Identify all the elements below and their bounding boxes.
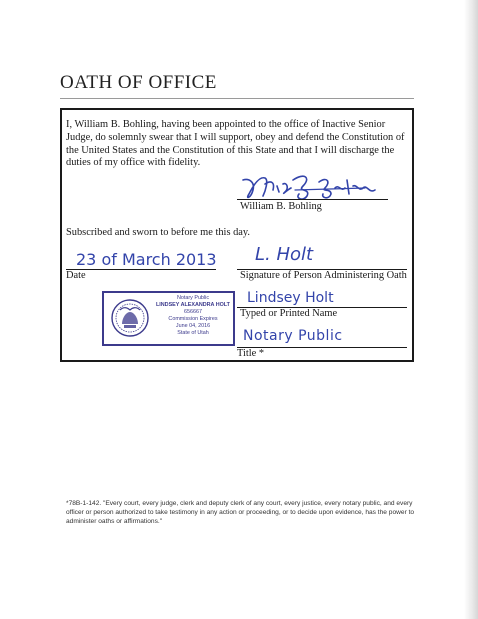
printed-name-handwritten: Lindsey Holt: [247, 290, 334, 306]
date-label: Date: [66, 270, 86, 281]
stamp-line-expiry: June 04, 2016: [175, 323, 211, 329]
statute-footnote: *78B-1-142. "Every court, every judge, clerk and deputy clerk of any court, every justice, every notary public, and every officer or person authorized to take testimony in any action or proceeding, or to decide upon evidence, has the power to administer oaths or affirmations.": [66, 500, 415, 525]
document-title: OATH OF OFFICE: [60, 72, 217, 93]
subscribed-statement: Subscribed and sworn to before me this day.: [66, 227, 251, 238]
utah-seal-icon: [110, 298, 150, 338]
administrator-signature-label: Signature of Person Administering Oath: [240, 270, 407, 281]
date-handwritten: 23 of March 2013: [76, 250, 217, 269]
stamp-line-notary: Notary Public: [176, 295, 210, 301]
affiant-name-label: William B. Bohling: [240, 201, 322, 212]
title-label: Title *: [237, 348, 265, 359]
stamp-line-commission: Commission Expires: [168, 316, 218, 322]
title-handwritten: Notary Public: [243, 328, 343, 344]
affiant-signature-line: [237, 199, 388, 200]
notary-stamp: [102, 291, 235, 346]
date-line: [66, 269, 216, 270]
administrator-handwritten-signature: L. Holt: [255, 244, 314, 265]
page-edge-shadow: [464, 0, 478, 619]
stamp-line-number: 656667: [184, 309, 202, 315]
stamp-line-name: LINDSEY ALEXANDRA HOLT: [156, 302, 230, 308]
title-divider: [60, 98, 414, 99]
stamp-line-state: State of Utah: [177, 330, 209, 336]
printed-name-label: Typed or Printed Name: [240, 308, 338, 319]
notary-stamp-text: [152, 295, 234, 337]
oath-statement: I, William B. Bohling, having been appointed to the office of Inactive Senior Judge, do solemnly swear that I will support, obey and defend the Constitution of the United States and the Constitution of this State and that I will discharge the duties of my office with fidelity.: [66, 119, 405, 169]
